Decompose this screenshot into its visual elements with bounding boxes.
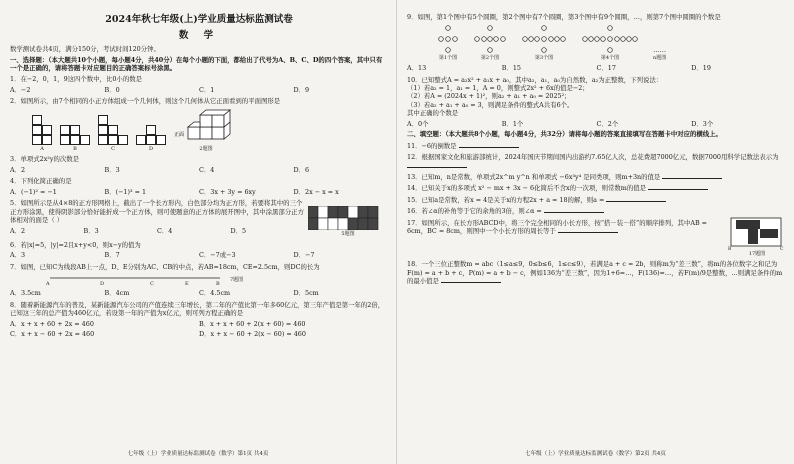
question-5: 5．如图所示是从4×8的正方形网格上，截出了一个长方形内，白色部分均为正方形，若要将其中的三个正方形涂黑，使得阴影部分恰好能折成一个正方体，则可使题意的正方体的展开图中，其中涂黑部分正方体相对的面是（ ） — [10, 199, 304, 225]
question-10: 10．已知整式A = a₂x² + a₁x + a₀，其中a₂，a₁，a₀为自然数，a₂为正整数，下列说法： — [407, 75, 663, 84]
question-1-options — [10, 86, 388, 94]
svg-text:C: C — [150, 281, 154, 288]
question-6: 6．若|x|=5，|y|=2且x+y<0，则x−y的值为 — [10, 240, 141, 249]
question-7-options: A．3.5cm B．4cm C．4.5cm D．5cm — [10, 289, 319, 298]
question-17-block — [407, 216, 786, 258]
question-8-options-row1: A．x + x + 60 + 2x = 460 B．x + x + 60 + 2(x + 60) = 460 — [10, 319, 306, 328]
q9-figures — [437, 24, 786, 62]
svg-text:B: B — [728, 246, 732, 250]
question-13: 13．已知m，n是常数，单项式2x^m y^n 和单项式 −6x³y⁴ 是同类项，则m+3n的值是 — [407, 173, 786, 181]
question-16: 16．若∠α的补角等于它的余角的3倍，则∠α = — [407, 207, 786, 215]
svg-text:A: A — [46, 281, 50, 288]
question-8: 8．随着新能源汽车的普及，某新能源汽车公司的产值连续三年增长，第二年的产值比第一年多60亿元，第三年产值是第一年的2倍，已知这三年的总产值为460亿元，若设第一年的产值为x亿元，则可列方程正确的是 — [10, 300, 385, 318]
svg-text:B: B — [216, 281, 220, 288]
question-8-options-row2: C．x + x − 60 + 2x = 460 D．x + x − 60 + 2(x − 60) = 460 — [10, 329, 306, 338]
q9-figure-2: 第2个图 — [473, 24, 507, 62]
q9-ellipsis: …… n题图 — [653, 46, 667, 62]
q9-figure-1: 第1个图 — [437, 24, 459, 62]
question-17: 17．如图所示，在长方形ABCD中，将三个完全相同的小长方形，按“搭－装－搭”的顺序排列，其中AB = 6cm，BC = 8cm，则图中一个小长方形的周长等于 — [407, 218, 708, 236]
question-15: 15．已知a是常数，若x = 4是关于x的方程2x + a = 18的解，则a = — [407, 196, 786, 204]
question-12: 12．根据国家文化和旅游部统计，2024年国庆节期间国内出游约7.65亿人次，总花费超7000亿元，数据7000用科学记数法表示为 — [407, 153, 786, 170]
q9-figure-3: 第3个图 — [521, 24, 567, 62]
q2-figure-a: A — [32, 115, 52, 153]
exam-title: 2024年秋七年级(上)学业质量达标监测试卷 — [105, 14, 293, 25]
q10-statement-1: （1）若a₂ = 1，a₁ = 1，A = 0，则整式2x² + 6x的值是−2； — [407, 83, 589, 92]
question-3: 3．单项式2x²y的次数是 — [10, 155, 80, 164]
cube-stack-figure — [174, 109, 238, 145]
question-6-options: A．3 B．7 C．−7或−3 D．−7 — [10, 251, 315, 260]
grid-figure — [308, 206, 388, 230]
q5-figure: 5题图 — [308, 206, 388, 238]
question-3-options: A．2 B．3 C．4 D．6 — [10, 165, 310, 174]
option-d: D．9 — [293, 85, 310, 94]
exam-note: 数学测试卷共4页，满分150分，考试时间120分钟。 — [10, 45, 160, 54]
option-c: C．1 — [199, 85, 215, 94]
section-choice-header: 一、选择题：（本大题共10个小题，每小题4分，共40分）在每个小题的下面，都给出了代号为A、B、C、D的四个答案，其中只有一个是正确的，请将答题卡对应题目的正确答案标号涂黑。 — [10, 55, 383, 72]
question-2-figures — [32, 109, 388, 153]
section-fill-header: 二、填空题：（本大题共8个小题，每小题4分，共32分）请将每小题的答案直接填写在答题卡中对应的横线上。 — [407, 130, 722, 139]
q7-segment-figure: A D C E B 7题图 — [46, 277, 244, 288]
question-18: 18．一个三位正整数m = abc（1≤a≤9，0≤b≤6，1≤c≤9），若满足a + c = 2b，则称m为“差三数”，将m的各位数字之和记为F(m) = a + b + c，P(m) = a + b − c，例如136为“差三数”，因为1+6=…，F(136)=…，若F(m)/9是整数，…则满足条件的m的最小值是 — [407, 260, 783, 286]
q10-tail: 其中正确的个数是 — [407, 109, 459, 118]
exam-subject: 数 学 — [178, 29, 220, 41]
question-4-options: A．(−1)² = −1 B．(−1)³ = 1 C．3x + 3y = 6xy D．2x − x = x — [10, 187, 339, 196]
option-b: B．0 — [104, 85, 120, 94]
q2-figure-d: D — [136, 125, 166, 153]
question-1: 1．在−2，0，1，9这四个数中，比0小的数是 — [10, 75, 142, 84]
svg-text:C: C — [780, 246, 784, 250]
option-a: A．−2 — [10, 85, 31, 94]
question-11: 11．−6的倒数是 — [407, 142, 786, 150]
q2-solid-figure: 正面 2题图 — [174, 109, 238, 153]
right-page — [397, 0, 794, 464]
q2-figure-b: B — [60, 125, 90, 153]
question-14: 14．已知关于x的多项式 x² − mx + 3x − 6化简后不含x的一次项，则常数m的值是 — [407, 184, 786, 192]
question-9: 9．如图，第1个图中有5个圆圈，第2个图中有7个圆圈，第3个图中有9个圆圈，…，则第7个图中圆圈的个数是 — [407, 13, 721, 21]
q10-statement-3: （3）若a₂ + a₁ + a₀ = 3，则满足条件的整式A共有6个。 — [407, 100, 574, 109]
question-5-block — [10, 196, 388, 238]
svg-text:E: E — [185, 281, 189, 288]
question-4: 4．下列化简正确的是 — [10, 177, 72, 186]
svg-text:正面: 正面 — [174, 131, 185, 138]
question-7: 7．如图，已知C为线段AB上一点，D、E分别为AC、CB的中点，若AB=18cm，CE=2.5cm，则DC的长为 — [10, 262, 320, 271]
question-10-options: A．0个 B．1个 C．2个 D．3个 — [407, 119, 714, 128]
left-page-footer: 七年级（上）学业质量达标监测试卷（数学）第1页 共4页 — [127, 450, 269, 457]
right-page-footer: 七年级（上）学业质量达标监测试卷（数学）第2页 共4页 — [525, 450, 666, 457]
q10-statement-2: （2）若A = (2024x + 1)²，则a₂ + a₁ + a₀ = 2025²； — [407, 92, 571, 101]
question-2: 2．如图所示，由7个相同的小正方体组成一个几何体，则这个几何体从它正面看到的平面图形是 — [10, 97, 281, 106]
q17-figure: B C 17题图 — [728, 216, 786, 258]
svg-text:D: D — [100, 281, 105, 288]
q2-figure-c: C — [98, 115, 128, 153]
q9-figure-4: 第4个图 — [581, 24, 639, 62]
question-9-options: A．13 B．15 C．17 D．19 — [407, 64, 711, 73]
question-5-options: A．2 B．3 C．4 D．5 — [10, 226, 247, 235]
